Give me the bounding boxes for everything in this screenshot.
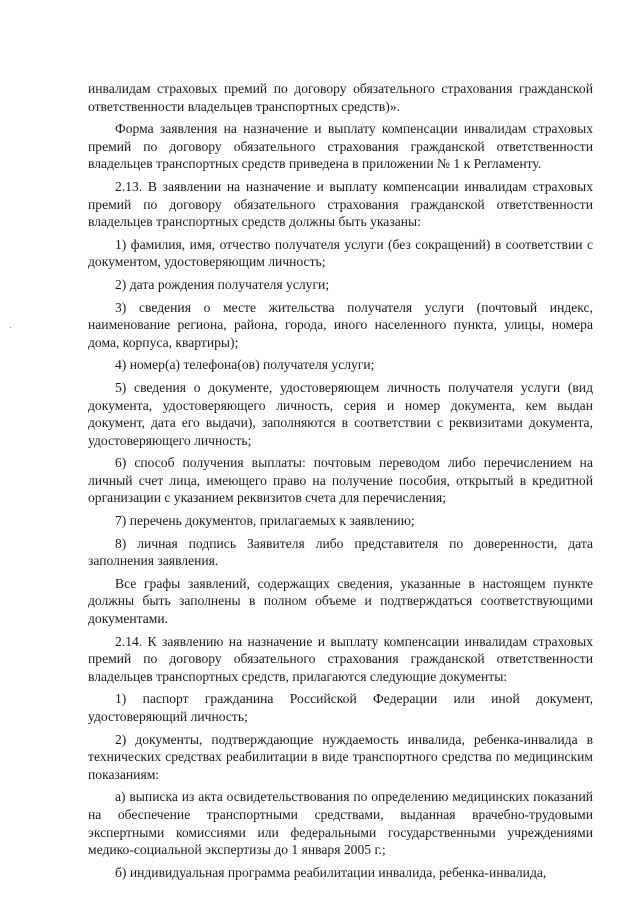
list-item-2-birth-date: 2) дата рождения получателя услуги; [115, 276, 330, 292]
paragraph-fields-requirement: Все графы заявлений, содержащих сведения, указанные в настоящем пункте должны быть заполнены в полном объеме и подтверждаться соответствующими документами. [88, 575, 593, 627]
paragraph-continued: инвалидам страховых премий по договору обязательного страхования гражданской ответственности владельцев транспортных средств)». [88, 81, 593, 114]
document-page [88, 80, 593, 886]
list-item-5-id-document: 5) сведения о документе, удостоверяющем личность получателя услуги (вид документа, удостоверяющего личность, серия и номер документа, кем выдан документ, дата его выдачи), заполняются в соответствии с реквизитами документа, удостоверяющего личность; [88, 379, 593, 448]
paragraph-form-reference: Форма заявления на назначение и выплату компенсации инвалидам страховых премий по договору обязательного страхования гражданской ответственности владельцев транспортных средств приведена в приложении № 1 к Регламенту. [88, 121, 593, 172]
paragraph-section-2-14: 2.14. К заявлению на назначение и выплату компенсации инвалидам страховых премий по договору обязательного страхования гражданской ответственности владельцев транспортных средств, прилагаются следующие документы: [88, 633, 593, 684]
attachment-subitem-b-rehab-program: б) индивидуальная программа реабилитации инвалида, ребенка-инвалида, [115, 864, 547, 880]
attachment-subitem-a-extract: а) выписка из акта освидетельствования по определению медицинских показаний на обеспечение транспортными средствами, выданная врачебно-трудовыми экспертными комиссиями или федеральными государственными учреждениями медико-социальной экспертизы до 1 января 2005 г.; [88, 789, 593, 858]
attachment-item-1-passport: 1) паспорт гражданина Российской Федерации или иной документ, удостоверяющий личность; [88, 691, 593, 724]
attachment-item-2-need-documents: 2) документы, подтверждающие нуждаемость инвалида, ребенка-инвалида в технических средствах реабилитации в виде транспортного средства по медицинским показаниям: [88, 731, 593, 782]
list-item-3-residence: 3) сведения о месте жительства получателя услуги (почтовый индекс, наименование региона, района, города, иного населенного пункта, улицы, номера дома, корпуса, квартиры); [88, 299, 593, 350]
scan-speck [10, 327, 11, 328]
list-item-8-signature: 8) личная подпись Заявителя либо представителя по доверенности, дата заполнения заявления. [88, 535, 593, 569]
list-item-6-payment-method: 6) способ получения выплаты: почтовым переводом либо перечислением на личный счет лица, имеющего право на получение пособия, открытый в кредитной организации с указанием реквизитов счета для перечисления; [88, 455, 593, 506]
paragraph-section-2-13: 2.13. В заявлении на назначение и выплату компенсации инвалидам страховых премий по договору обязательного страхования гражданской ответственности владельцев транспортных средств должны быть указаны: [88, 178, 593, 230]
list-item-1-full-name: 1) фамилия, имя, отчество получателя услуги (без сокращений) в соответствии с документом, удостоверяющим личность; [88, 236, 593, 270]
list-item-4-phone: 4) номер(а) телефона(ов) получателя услуги; [115, 357, 375, 373]
list-item-7-documents-list: 7) перечень документов, прилагаемых к заявлению; [115, 513, 415, 529]
